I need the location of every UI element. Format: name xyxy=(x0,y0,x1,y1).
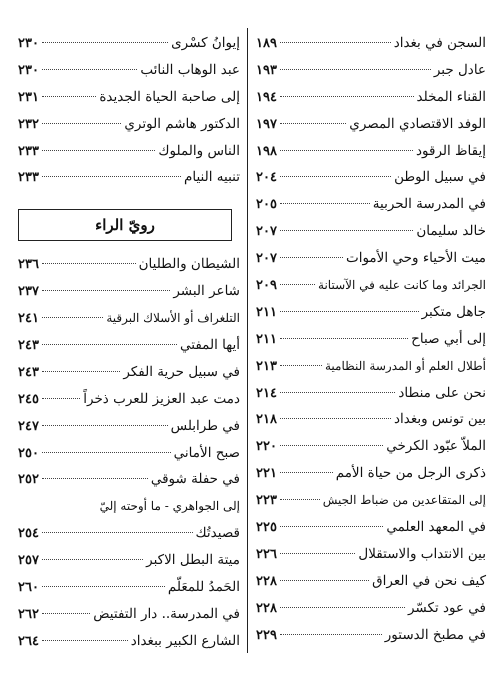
toc-entry xyxy=(256,487,486,514)
toc-entry-page-number: ٢٥٠ xyxy=(18,445,39,461)
toc-entry-page-number: ٢٣٠ xyxy=(18,36,39,51)
toc-entry-title: كيف نحن في العراق xyxy=(372,572,486,589)
toc-entry-page-number: ٢٠٩ xyxy=(256,278,277,294)
toc-entry xyxy=(256,138,486,165)
dot-leader xyxy=(280,499,320,500)
toc-entry-page-number: ٢١١ xyxy=(256,304,277,320)
dot-leader xyxy=(42,371,120,372)
toc-entry-page-number: ٢٠٧ xyxy=(256,251,277,267)
dot-leader xyxy=(42,344,177,345)
dot-leader xyxy=(42,42,168,43)
toc-entry-page-number: ٢٤٣ xyxy=(18,364,39,380)
toc-entry-title: عادل جبر xyxy=(433,61,486,78)
toc-entry-page-number: ٢١٤ xyxy=(256,385,277,401)
dot-leader xyxy=(42,640,128,641)
toc-entry-page-number: ٢٤٥ xyxy=(18,391,39,407)
dot-leader xyxy=(42,69,137,70)
dot-leader xyxy=(280,284,315,285)
toc-entry xyxy=(18,440,240,467)
toc-entry xyxy=(18,30,240,57)
toc-entry xyxy=(256,433,486,460)
toc-entry xyxy=(18,466,240,493)
toc-entry-page-number: ٢١٨ xyxy=(256,412,277,428)
toc-entry-page-number: ٢٤١ xyxy=(18,311,39,327)
toc-entry-title: إلى أبي صباح xyxy=(411,330,486,347)
toc-entry-page-number: ١٩٨ xyxy=(256,143,277,159)
dot-leader xyxy=(280,418,391,419)
toc-entry xyxy=(18,138,240,165)
toc-entry xyxy=(18,332,240,359)
toc-entry-title: في عود تكسّر xyxy=(407,599,486,616)
toc-entry-title: إلى الجواهري - ما أوحته إليّ xyxy=(99,499,240,514)
toc-entry-title: القناء المخلد xyxy=(416,88,486,105)
toc-entry-page-number: ٢٣٠ xyxy=(18,62,39,78)
toc-entry-page-number: ٢٢٠ xyxy=(256,439,277,455)
toc-entry-page-number: ٢٣٢ xyxy=(18,116,39,132)
toc-entry xyxy=(18,601,240,628)
toc-entry-title: ميتة البطل الاكبر xyxy=(146,552,240,569)
toc-entry-page-number: ٢٢٨ xyxy=(256,573,277,589)
toc-entry-page-number: ٢٢٦ xyxy=(256,546,277,562)
dot-leader xyxy=(280,69,431,70)
toc-entry-title: دمت عبد العزيز للعرب ذخراً xyxy=(83,390,240,407)
toc-entry-title: صبح الأماني xyxy=(173,444,240,461)
section-heading-box xyxy=(18,209,232,241)
dot-leader xyxy=(280,365,322,366)
toc-entry-title: شاعر البشر xyxy=(173,283,240,300)
toc-entry-page-number: ٢٦٤ xyxy=(18,633,39,649)
toc-left-bottom-list xyxy=(18,251,240,654)
toc-entry xyxy=(18,305,240,332)
dot-leader xyxy=(280,392,395,393)
toc-entry-title: في المدرسة الحربية xyxy=(372,196,486,213)
toc-entry-title: إيقاظ الرقود xyxy=(416,142,486,159)
dot-leader xyxy=(280,472,333,473)
toc-entry xyxy=(18,493,240,520)
toc-entry-page-number: ٢٣٣ xyxy=(18,170,39,186)
toc-entry-page-number: ٢٥٧ xyxy=(18,553,39,569)
toc-entry-title: الشارع الكبير ببغداد xyxy=(130,632,240,649)
toc-entry xyxy=(256,57,486,84)
dot-leader xyxy=(42,290,170,291)
toc-entry xyxy=(18,278,240,305)
toc-entry-title: الدكتور هاشم الوتري xyxy=(124,115,240,132)
toc-entry-page-number: ٢٤٣ xyxy=(18,338,39,354)
toc-entry-title: بين تونس وبغداد xyxy=(393,411,486,428)
dot-leader xyxy=(280,203,370,204)
toc-entry-page-number: ٢٣٦ xyxy=(18,257,39,273)
dot-leader xyxy=(280,634,382,635)
dot-leader xyxy=(42,532,193,533)
dot-leader xyxy=(42,613,90,614)
toc-entry-title: الملاّ عبّود الكرخي xyxy=(386,438,486,455)
toc-entry-page-number: ٢٢١ xyxy=(256,466,277,482)
dot-leader xyxy=(280,176,391,177)
toc-entry-page-number: ٢٣٣ xyxy=(18,143,39,159)
toc-entry xyxy=(256,622,486,649)
toc-entry-title: أيها المفتي xyxy=(180,337,240,354)
toc-entry-page-number: ٢٦٢ xyxy=(18,606,39,622)
toc-entry-page-number: ٢٥٤ xyxy=(18,526,39,542)
dot-leader xyxy=(42,317,103,318)
toc-entry-page-number: ١٩٣ xyxy=(256,62,277,78)
toc-entry-title: في سبيل حرية الفكر xyxy=(123,363,240,380)
toc-entry xyxy=(256,245,486,272)
toc-entry-page-number: ١٩٧ xyxy=(256,116,277,132)
dot-leader xyxy=(280,311,419,312)
toc-entry xyxy=(256,84,486,111)
dot-leader xyxy=(42,559,143,560)
toc-entry xyxy=(256,326,486,353)
toc-entry-title: تنبيه النيام xyxy=(184,169,240,186)
toc-entry xyxy=(18,164,240,191)
dot-leader xyxy=(42,586,165,587)
dot-leader xyxy=(42,176,181,177)
toc-entry xyxy=(256,514,486,541)
toc-entry-page-number: ٢٠٥ xyxy=(256,197,277,213)
toc-entry xyxy=(256,380,486,407)
toc-entry xyxy=(256,30,486,57)
dot-leader xyxy=(280,580,369,581)
toc-entry-title: جاهل متكبر xyxy=(421,303,486,320)
toc-entry-title: بين الانتداب والاستقلال xyxy=(358,545,486,562)
toc-entry xyxy=(256,191,486,218)
toc-entry-title: قصيدتُك xyxy=(195,525,240,542)
toc-entry-page-number: ٢٢٩ xyxy=(256,627,277,643)
dot-leader xyxy=(42,96,96,97)
toc-entry xyxy=(256,595,486,622)
dot-leader xyxy=(42,478,148,479)
toc-entry-page-number: ١٨٩ xyxy=(256,36,277,51)
toc-entry-title: في حفلة شوقي xyxy=(150,471,240,488)
toc-entry-title: الجرائد وما كانت عليه في الآستانة xyxy=(318,278,486,293)
toc-entry-title: في المعهد العلمي xyxy=(386,519,486,536)
toc-entry xyxy=(18,359,240,386)
toc-entry-title: إيوانُ كسْرى xyxy=(171,35,240,51)
toc-entry-page-number: ٢٦٠ xyxy=(18,580,39,596)
toc-entry-page-number: ١٩٤ xyxy=(256,89,277,105)
toc-entry xyxy=(256,272,486,299)
toc-entry-page-number: ٢٥٢ xyxy=(18,472,39,488)
dot-leader xyxy=(280,230,413,231)
toc-entry-title: ميت الأحياء وحي الأموات xyxy=(346,250,486,267)
toc-left-column xyxy=(18,30,240,655)
toc-entry-title: الحَمدُ للمعَلّم xyxy=(167,579,240,596)
dot-leader xyxy=(42,123,121,124)
toc-right-column xyxy=(256,30,486,648)
toc-entry xyxy=(256,353,486,380)
toc-entry xyxy=(256,406,486,433)
toc-entry-title: السجن في بغداد xyxy=(393,35,486,51)
toc-entry-title: خالد سليمان xyxy=(416,223,486,240)
toc-entry xyxy=(18,386,240,413)
toc-left-top-list xyxy=(18,30,240,191)
toc-entry-title: الوفد الاقتصادي المصري xyxy=(349,115,486,132)
section-heading: رويّ الراء xyxy=(95,216,155,235)
dot-leader xyxy=(42,150,155,151)
dot-leader xyxy=(280,526,383,527)
dot-leader xyxy=(280,96,414,97)
toc-entry xyxy=(18,111,240,138)
dot-leader xyxy=(42,398,80,399)
toc-entry xyxy=(18,520,240,547)
dot-leader xyxy=(280,42,391,43)
toc-entry xyxy=(256,460,486,487)
toc-entry-page-number: ٢٤٧ xyxy=(18,418,39,434)
toc-entry xyxy=(18,84,240,111)
dot-leader xyxy=(42,425,168,426)
toc-entry-title: الناس والملوك xyxy=(158,142,240,159)
toc-entry-title: في المدرسة.. دار التفتيض xyxy=(93,605,240,622)
toc-entry-page-number: ٢١٣ xyxy=(256,358,277,374)
toc-entry-page-number: ٢٢٥ xyxy=(256,520,277,536)
column-divider xyxy=(247,28,248,653)
toc-entry xyxy=(256,568,486,595)
toc-entry-page-number: ٢٢٨ xyxy=(256,600,277,616)
toc-entry-page-number: ٢٣٧ xyxy=(18,284,39,300)
toc-entry-page-number: ٢٠٧ xyxy=(256,224,277,240)
dot-leader xyxy=(42,263,136,264)
toc-entry-title: نحن على منطاد xyxy=(398,384,486,401)
toc-entry-page-number: ٢٠٤ xyxy=(256,170,277,186)
toc-entry xyxy=(18,628,240,655)
toc-entry-title: في طرابلس xyxy=(170,417,240,434)
toc-entry-page-number: ٢٣١ xyxy=(18,89,39,105)
toc-entry-page-number: ٢٢٣ xyxy=(256,493,277,509)
dot-leader xyxy=(280,553,355,554)
dot-leader xyxy=(280,150,413,151)
toc-entry xyxy=(256,218,486,245)
toc-entry xyxy=(256,164,486,191)
dot-leader xyxy=(42,452,171,453)
toc-entry-title: إلى صاحبة الحياة الجديدة xyxy=(99,88,240,105)
toc-entry xyxy=(18,251,240,278)
dot-leader xyxy=(280,607,405,608)
dot-leader xyxy=(280,445,383,446)
toc-entry-title: إلى المتقاعدين من ضباط الجيش xyxy=(322,493,486,508)
dot-leader xyxy=(280,257,343,258)
toc-entry xyxy=(256,111,486,138)
toc-entry xyxy=(18,574,240,601)
toc-entry xyxy=(18,547,240,574)
toc-entry-title: عبد الوهاب النائب xyxy=(140,61,240,78)
toc-entry-title: في سبيل الوطن xyxy=(394,169,486,186)
toc-entry xyxy=(18,413,240,440)
toc-entry-title: الشيطان والطليان xyxy=(138,256,240,273)
toc-entry-title: التلغراف أو الأسلاك البرقية xyxy=(106,311,240,326)
toc-entry xyxy=(18,57,240,84)
toc-entry-title: أطلال العلم أو المدرسة النظامية xyxy=(325,358,486,373)
dot-leader xyxy=(280,123,346,124)
toc-entry xyxy=(256,299,486,326)
toc-entry-page-number: ٢١١ xyxy=(256,331,277,347)
toc-entry xyxy=(256,541,486,568)
toc-entry-title: ذكرى الرجل من حياة الأمم xyxy=(335,465,486,482)
dot-leader xyxy=(280,338,408,339)
toc-entry-title: في مطبخ الدستور xyxy=(384,626,486,643)
